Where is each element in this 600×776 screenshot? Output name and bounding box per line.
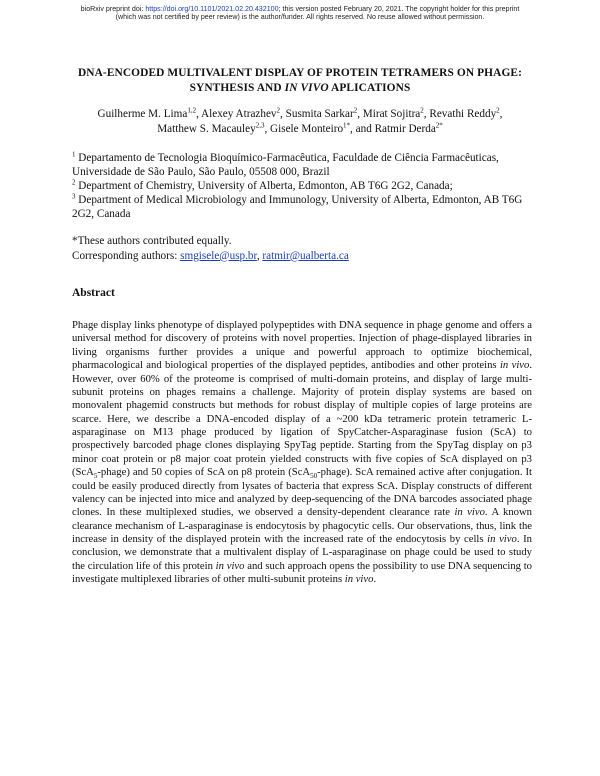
equal-contribution-note: *These authors contributed equally. — [72, 235, 232, 247]
author-list: Guilherme M. Lima$^{1,2}$, Alexey Atrazhev$^2$, Susmita Sarkar$^2$, Mirat Sojitra$^2$, Revathi Reddy$^2$, Matthew S. Macauley$^{2,3}$, Gisele Monteiro$^{1*}$, and Ratmir Derda$^{2*}$ — [97, 106, 503, 136]
affiliation-1: $^1$ Departamento de Tecnologia Bioquímico-Farmacêutica, Faculdade de Ciência Farmacêuticas, Universidade de São Paulo, São Paulo, 05508 000, Brazil — [72, 150, 499, 178]
abstract-body: Phage display links phenotype of displayed polypeptides with DNA sequence in phage genome and offers a universal method for discovery of proteins with novel properties. Injection of phage-displayed libraries in living organisms further provides a unique and powerful approach to optimize biochemical, pharmacological and biological properties of the displayed peptides, antibodies and other proteins in vivo. However, over 60% of the proteome is comprised of multi-domain proteins, and display of large multi-subunit proteins on phages remains a challenge. Majority of protein display systems are based on monovalent phagemid constructs but methods for robust display of multiple copies of large proteins are scarce. Here, we describe a DNA-encoded display of a ~200 kDa tetrameric protein tetrameric L-asparaginase on M13 phage produced by ligation of SpyCatcher-Asparaginase fusion (ScA) to prospectively barcoded phage clones displaying SpyTag peptide. Starting from the SpyTag display on p3 minor coat protein or p8 major coat protein yielded constructs with five copies of ScA displayed on p3 (ScA$_5$-phage) and 50 copies of ScA on p8 protein (ScA$_{50}$-phage). ScA remained active after conjugation. It could be easily produced directly from lysates of bacteria that express ScA. Display constructs of different valency can be injected into mice and analyzed by deep-sequencing of the DNA barcodes associated phage clones. In these multiplexed studies, we observed a density-dependent clearance rate in vivo. A known clearance mechanism of L-asparaginase is endocytosis by phagocytic cells. Our observations, thus, link the increase in density of the displayed protein with the increased rate of the endocytosis by cells in vivo. In conclusion, we demonstrate that a multivalent display of L-asparaginase on phage could be used to study the circulation life of this protein in vivo and such approach opens the possibility to use DNA sequencing to investigate multiplexed libraries of other multi-subunit proteins in vivo. — [72, 320, 532, 586]
author: Susmita Sarkar$^2$ — [285, 106, 358, 120]
corresponding-authors: Corresponding authors: smgisele@usp.br, ratmir@ualberta.ca — [72, 249, 349, 262]
doi-link[interactable]: https://doi.org/10.1101/2021.02.20.432100 — [145, 5, 279, 13]
email-link-1[interactable]: smgisele@usp.br — [180, 249, 257, 262]
paper-title: DNA-ENCODED MULTIVALENT DISPLAY OF PROTEIN TETRAMERS ON PHAGE: SYNTHESIS AND IN VIVO APLICATIONS — [77, 67, 523, 94]
author-notes — [72, 234, 542, 263]
abstract-heading: Abstract — [72, 287, 115, 299]
affiliation-2: $^2$ Department of Chemistry, University of Alberta, Edmonton, AB T6G 2G2, Canada; — [72, 178, 453, 192]
email-link-2[interactable]: ratmir@ualberta.ca — [262, 249, 349, 262]
author: Ratmir Derda$^{2*}$ — [374, 121, 443, 136]
author: Alexey Atrazhev$^2$ — [201, 106, 281, 120]
preprint-header — [20, 5, 580, 22]
author: Guilherme M. Lima$^{1,2}$ — [97, 106, 197, 120]
author: Mirat Sojitra$^2$ — [362, 106, 424, 120]
author: Gisele Monteiro$^{1*}$ — [270, 121, 351, 136]
author: Matthew S. Macauley$^{2,3}$ — [157, 121, 265, 136]
header-line-2: (which was not certified by peer review) is the author/funder. All rights reserved. No reuse allowed without permission. — [115, 13, 485, 22]
header-line-1: bioRxiv preprint doi: https://doi.org/10.1101/2021.02.20.432100; this version posted February 20, 2021. The copyright holder for this preprint — [80, 5, 520, 13]
author: Revathi Reddy$^2$ — [429, 106, 500, 120]
affiliation-3: $^3$ Department of Medical Microbiology and Immunology, University of Alberta, Edmonton, AB T6G 2G2, Canada — [72, 192, 523, 220]
